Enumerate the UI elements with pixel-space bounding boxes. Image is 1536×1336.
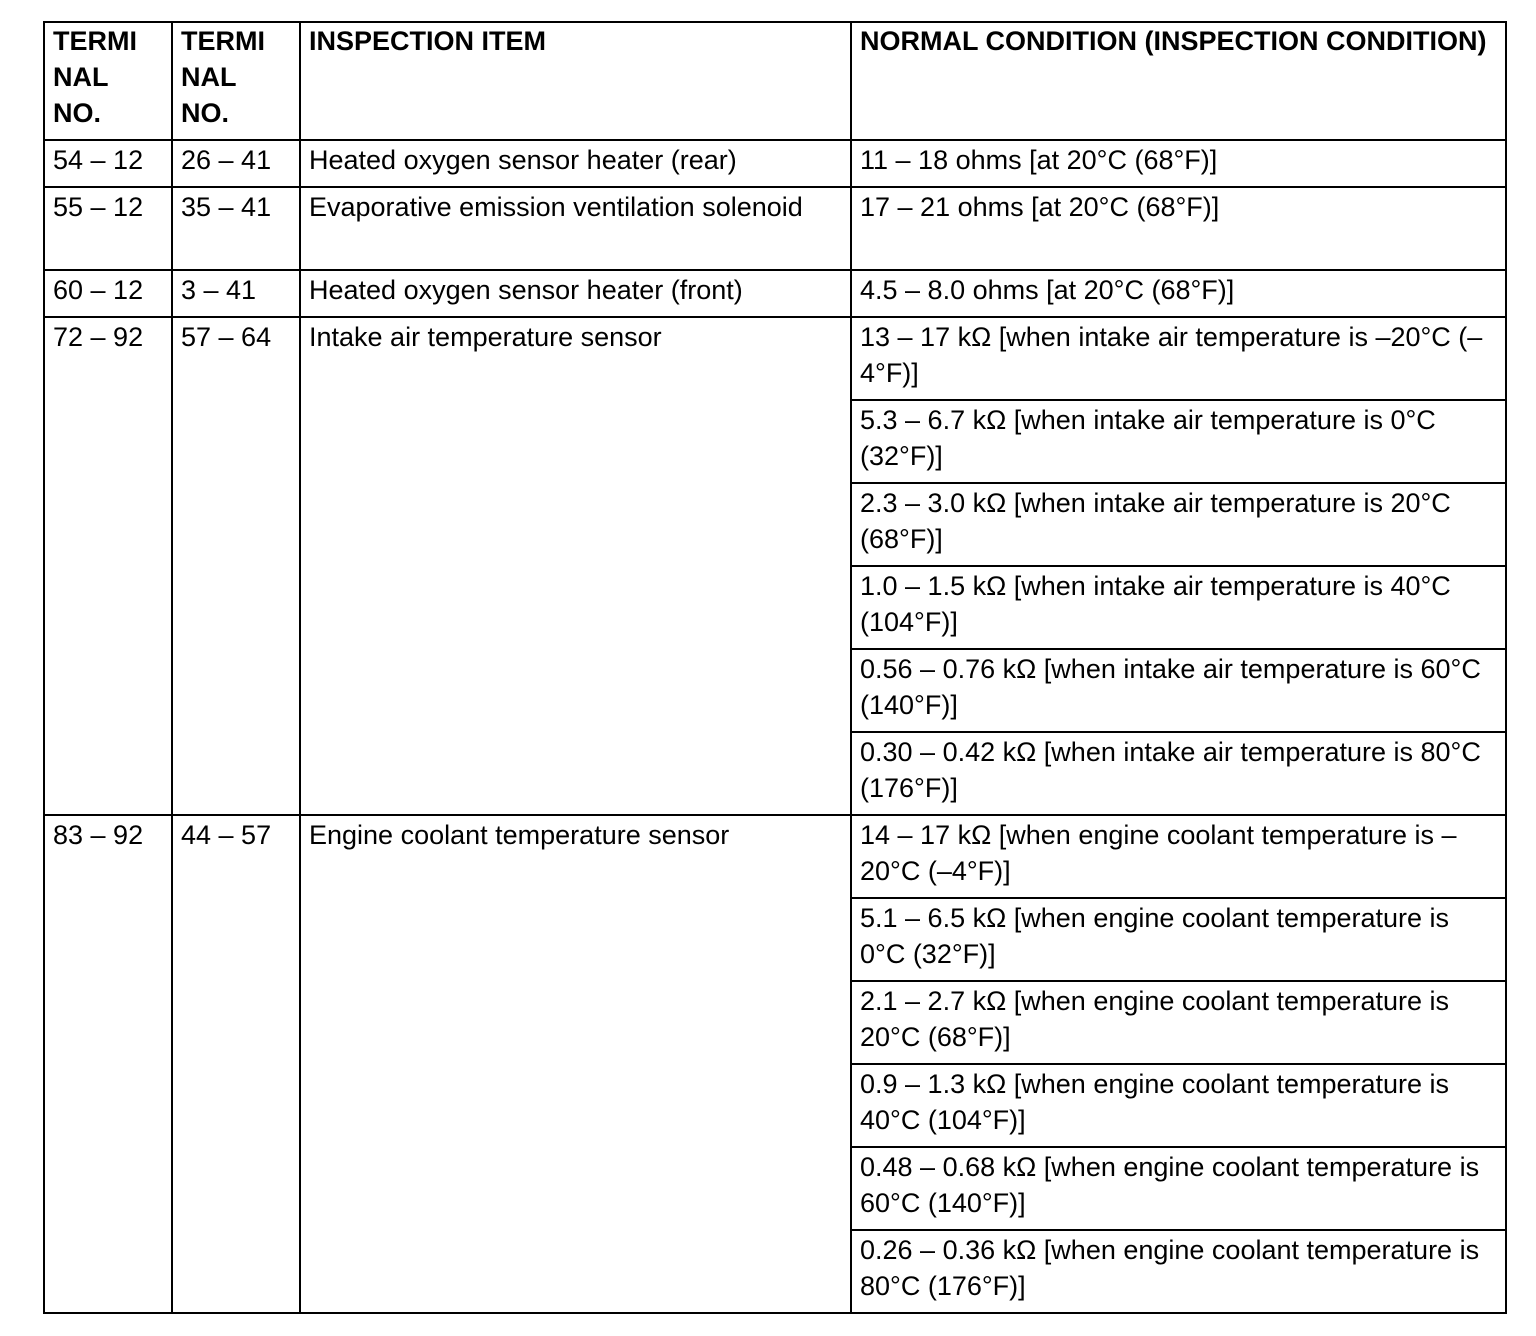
terminal-no-1-cell: 72 – 92 [44, 317, 172, 815]
table-row [44, 187, 1506, 270]
normal-condition-cell: 5.1 – 6.5 kΩ [when engine coolant temperature is 0°C (32°F)] [851, 898, 1506, 981]
inspection-item-cell: Evaporative emission ventilation solenoid [300, 187, 851, 270]
inspection-item-cell: Engine coolant temperature sensor [300, 815, 851, 1313]
normal-condition-cell: 17 – 21 ohms [at 20°C (68°F)] [851, 187, 1506, 270]
normal-condition-cell: 0.48 – 0.68 kΩ [when engine coolant temperature is 60°C (140°F)] [851, 1147, 1506, 1230]
header-terminal-no-1: TERMI NAL NO. [44, 22, 172, 140]
normal-condition-cell: 11 – 18 ohms [at 20°C (68°F)] [851, 140, 1506, 187]
terminal-no-2-cell: 44 – 57 [172, 815, 300, 1313]
terminal-no-1-cell: 55 – 12 [44, 187, 172, 270]
table-row [44, 317, 1506, 400]
inspection-table [43, 21, 1507, 1314]
normal-condition-cell: 2.1 – 2.7 kΩ [when engine coolant temperature is 20°C (68°F)] [851, 981, 1506, 1064]
table-row [44, 140, 1506, 187]
normal-condition-cell: 2.3 – 3.0 kΩ [when intake air temperature is 20°C (68°F)] [851, 483, 1506, 566]
normal-condition-cell: 0.9 – 1.3 kΩ [when engine coolant temperature is 40°C (104°F)] [851, 1064, 1506, 1147]
terminal-no-1-cell: 83 – 92 [44, 815, 172, 1313]
table-row [44, 815, 1506, 898]
inspection-item-cell: Intake air temperature sensor [300, 317, 851, 815]
normal-condition-cell: 13 – 17 kΩ [when intake air temperature is –20°C (–4°F)] [851, 317, 1506, 400]
normal-condition-cell: 4.5 – 8.0 ohms [at 20°C (68°F)] [851, 270, 1506, 317]
header-row [44, 22, 1506, 140]
normal-condition-cell: 0.26 – 0.36 kΩ [when engine coolant temperature is 80°C (176°F)] [851, 1230, 1506, 1313]
header-normal-condition: NORMAL CONDITION (INSPECTION CONDITION) [851, 22, 1506, 140]
terminal-no-2-cell: 57 – 64 [172, 317, 300, 815]
normal-condition-cell: 0.56 – 0.76 kΩ [when intake air temperature is 60°C (140°F)] [851, 649, 1506, 732]
header-inspection-item: INSPECTION ITEM [300, 22, 851, 140]
terminal-no-2-cell: 35 – 41 [172, 187, 300, 270]
table-row [44, 270, 1506, 317]
normal-condition-cell: 5.3 – 6.7 kΩ [when intake air temperature is 0°C (32°F)] [851, 400, 1506, 483]
terminal-no-2-cell: 3 – 41 [172, 270, 300, 317]
inspection-item-cell: Heated oxygen sensor heater (front) [300, 270, 851, 317]
normal-condition-cell: 1.0 – 1.5 kΩ [when intake air temperature is 40°C (104°F)] [851, 566, 1506, 649]
normal-condition-cell: 14 – 17 kΩ [when engine coolant temperature is –20°C (–4°F)] [851, 815, 1506, 898]
terminal-no-1-cell: 60 – 12 [44, 270, 172, 317]
normal-condition-cell: 0.30 – 0.42 kΩ [when intake air temperature is 80°C (176°F)] [851, 732, 1506, 815]
terminal-no-1-cell: 54 – 12 [44, 140, 172, 187]
header-terminal-no-2: TERMI NAL NO. [172, 22, 300, 140]
terminal-no-2-cell: 26 – 41 [172, 140, 300, 187]
inspection-item-cell: Heated oxygen sensor heater (rear) [300, 140, 851, 187]
